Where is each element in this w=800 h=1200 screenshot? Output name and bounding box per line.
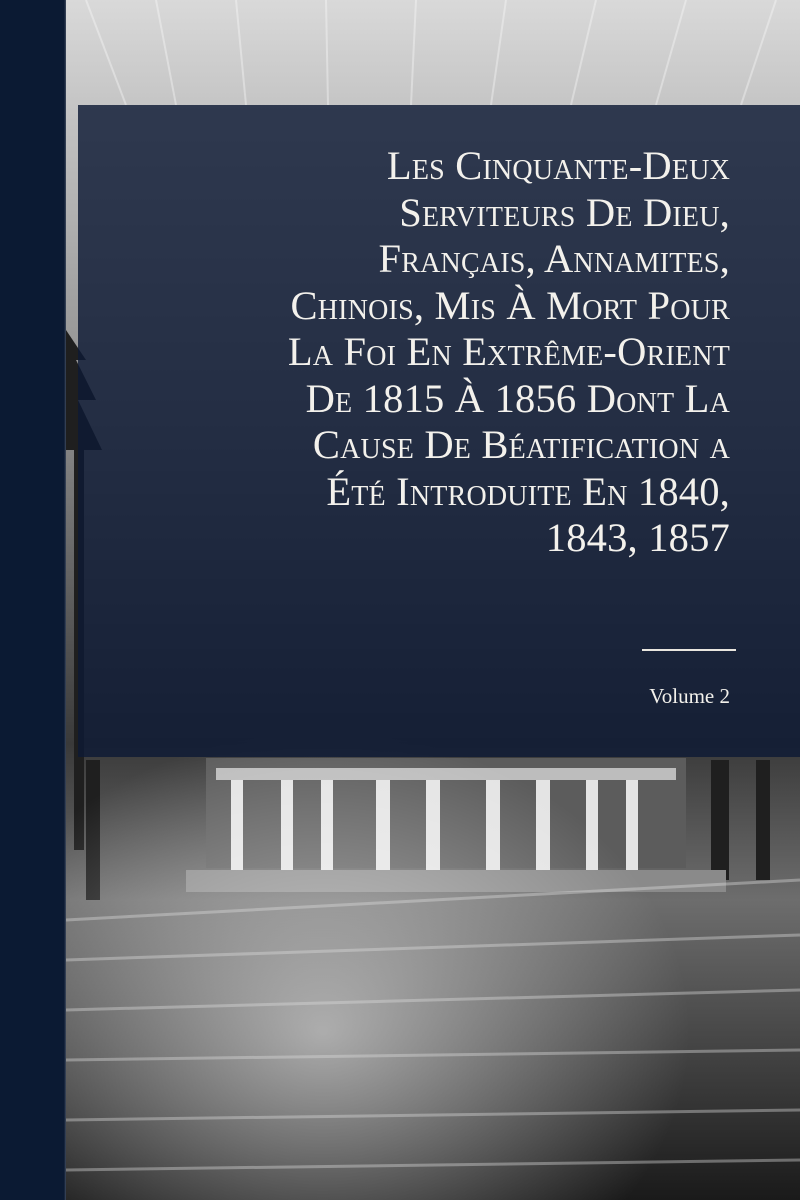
spine-band bbox=[0, 0, 66, 1200]
title-line: Cause De Béatification a bbox=[312, 422, 730, 467]
title-line: Été Introduite En 1840, bbox=[326, 468, 730, 514]
volume-label: Volume 2 bbox=[649, 684, 730, 708]
title-line: 1843, 1857 bbox=[545, 515, 730, 560]
title-line: La Foi En Extrême-Orient bbox=[287, 329, 730, 374]
title-line: Français, Annamites, bbox=[378, 236, 730, 281]
title-line: Serviteurs De Dieu, bbox=[399, 189, 730, 235]
title-line: Les Cinquante-Deux bbox=[386, 143, 730, 188]
book-title bbox=[110, 143, 730, 562]
title-line: De 1815 À 1856 Dont La bbox=[305, 375, 730, 421]
title-divider bbox=[642, 649, 736, 651]
title-line: Chinois, Mis À Mort Pour bbox=[290, 282, 730, 328]
